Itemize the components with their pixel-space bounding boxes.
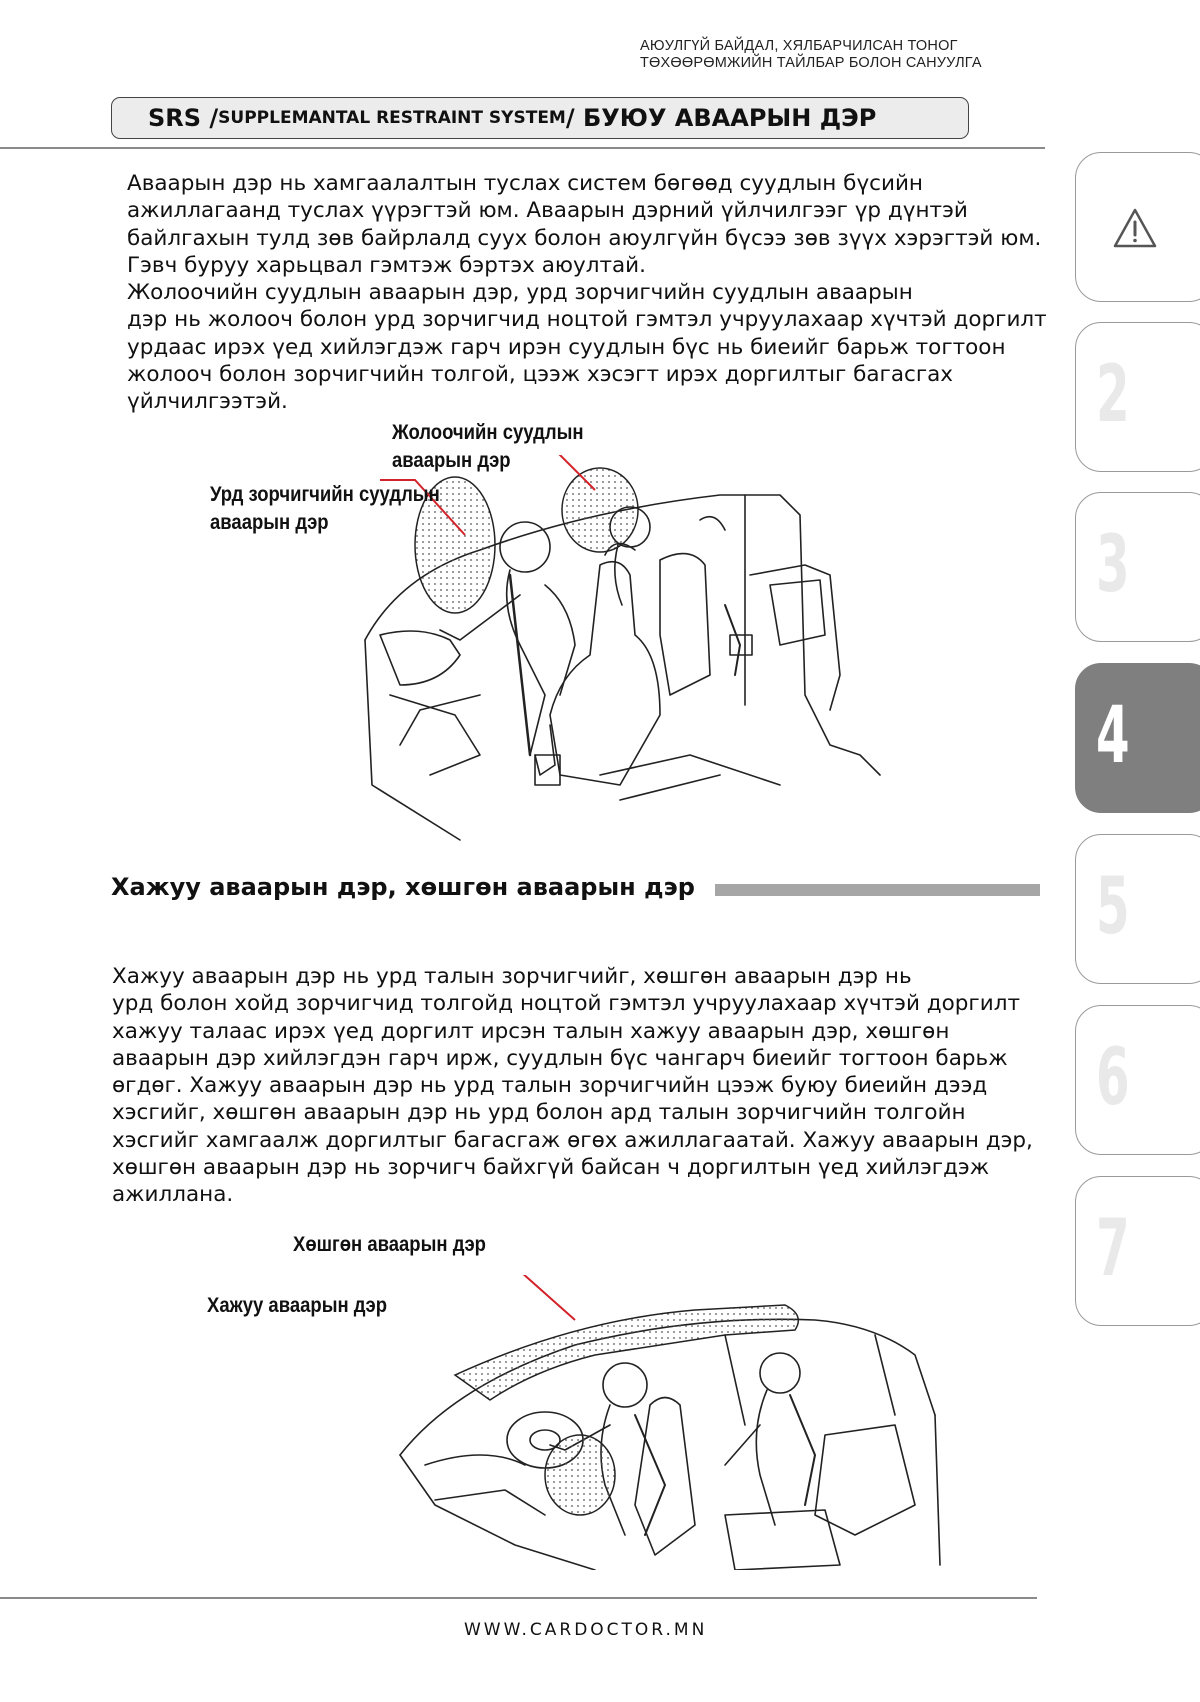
text-line: Аваарын дэр нь хамгаалалтын туслах систем бөгөөд суудлын бүсийн	[127, 171, 923, 196]
text-line: урдаас ирэх үед хийлэгдэж гарч ирэн суудлын бүс нь биеийг барьж тогтоон	[127, 334, 1006, 360]
text-line: үйлчилгээтэй.	[127, 389, 288, 415]
callout-line: Жолоочийн суудлын	[392, 420, 584, 444]
title-divider	[0, 147, 1045, 149]
tab-number: 7	[1096, 1204, 1130, 1294]
footer-website: WWW.CARDOCTOR.MN	[464, 1620, 708, 1640]
text-line: байлгахын тулд зөв байрлалд суух болон аюулгүйн бүсээ зөв зүүх хэрэгтэй юм.	[127, 225, 1042, 251]
tab-chapter-7[interactable]	[1075, 1176, 1200, 1326]
callout-line: аваарын дэр	[392, 448, 511, 472]
chapter-header	[640, 38, 1100, 72]
tab-warning[interactable]	[1075, 152, 1200, 302]
curtain-airbag-label	[293, 1230, 486, 1258]
passenger-airbag-label	[210, 480, 440, 536]
text-line: Гэвч буруу харьцвал гэмтэж бэртэх аюултай.	[127, 252, 646, 278]
callout-line: Хажуу аваарын дэр	[207, 1293, 388, 1317]
driver-airbag-label	[392, 418, 584, 474]
tab-chapter-4[interactable]	[1075, 663, 1200, 813]
intro-paragraph	[127, 170, 1047, 416]
callout-line: аваарын дэр	[210, 510, 329, 534]
footer-divider	[0, 1597, 1037, 1599]
title-srs: SRS /	[148, 104, 219, 132]
tab-chapter-5[interactable]	[1075, 834, 1200, 984]
title-main: / БУЮУ АВААРЫН ДЭР	[565, 104, 877, 132]
title-subtitle: SUPPLEMANTAL RESTRAINT SYSTEM	[218, 108, 566, 128]
tab-chapter-3[interactable]	[1075, 492, 1200, 642]
callout-line: Урд зорчигчийн суудлын	[210, 482, 440, 506]
text-line: өгдөг. Хажуу аваарын дэр нь урд талын зорчигчийн цээж буюу биеийн дээд	[112, 1073, 988, 1099]
text-line: ажиллагаанд туслах үүрэгтэй юм. Аваарын дэрний үйлчилгээг үр дүнтэй	[127, 198, 968, 224]
tab-chapter-2[interactable]	[1075, 322, 1200, 472]
tab-number: 4	[1096, 691, 1130, 781]
text-line: жолооч болон зорчигчийн толгой, цээж хэсэгт ирэх доргилтыг багасгах	[127, 362, 954, 388]
text-line: урд болон хойд зорчигчид толгойд ноцтой гэмтэл учруулахаар хүчтэй доргилт	[112, 991, 1020, 1017]
text-line: хэсгийг хамгаалж доргилтыг багасгаж өгөх ажиллагаатай. Хажуу аваарын дэр,	[112, 1127, 1033, 1153]
tab-number: 3	[1096, 520, 1130, 610]
text-line: аваарын дэр хийлэгдэн гарч ирж, суудлын бүс чангарч биеийг тогтоон барьж	[112, 1045, 1008, 1071]
tab-chapter-6[interactable]	[1075, 1005, 1200, 1155]
tab-number: 6	[1096, 1033, 1130, 1123]
chapter-header-line-2: ТӨХӨӨРӨМЖИЙН ТАЙЛБАР БОЛОН САНУУЛГА	[640, 55, 982, 71]
section-heading-bar	[715, 884, 1040, 896]
callout-line: Хөшгөн аваарын дэр	[293, 1232, 486, 1256]
chapter-header-line-1: АЮУЛГҮЙ БАЙДАЛ, ХЯЛБАРЧИЛСАН ТОНОГ	[640, 38, 958, 54]
text-line: хажуу талаас ирэх үед доргилт ирсэн талын хажуу аваарын дэр, хөшгөн	[112, 1018, 950, 1044]
page-title-box	[111, 97, 969, 139]
section-heading: Хажуу аваарын дэр, хөшгөн аваарын дэр	[111, 873, 695, 901]
tab-number: 5	[1096, 862, 1130, 952]
text-line: Хажуу аваарын дэр нь урд талын зорчигчийг, хөшгөн аваарын дэр нь	[112, 964, 912, 989]
text-line: дэр нь жолооч болон урд зорчигчид ноцтой гэмтэл учруулахаар хүчтэй доргилт	[127, 307, 1047, 333]
text-line: хэсгийг, хөшгөн аваарын дэр нь урд болон ард талын зорчигчийн толгойн	[112, 1100, 966, 1126]
text-line: ажиллана.	[112, 1182, 234, 1208]
side-airbag-label	[207, 1291, 387, 1319]
side-airbag-paragraph	[112, 963, 1033, 1209]
warning-triangle-icon	[1112, 207, 1158, 249]
tab-number: 2	[1096, 350, 1130, 440]
text-line: хөшгөн аваарын дэр нь зорчигч байхгүй байсан ч доргилтын үед хийлэгдэж	[112, 1155, 990, 1181]
side-curtain-airbags-illustration	[395, 1275, 945, 1570]
text-line: Жолоочийн суудлын аваарын дэр, урд зорчигчийн суудлын аваарын	[127, 280, 913, 306]
